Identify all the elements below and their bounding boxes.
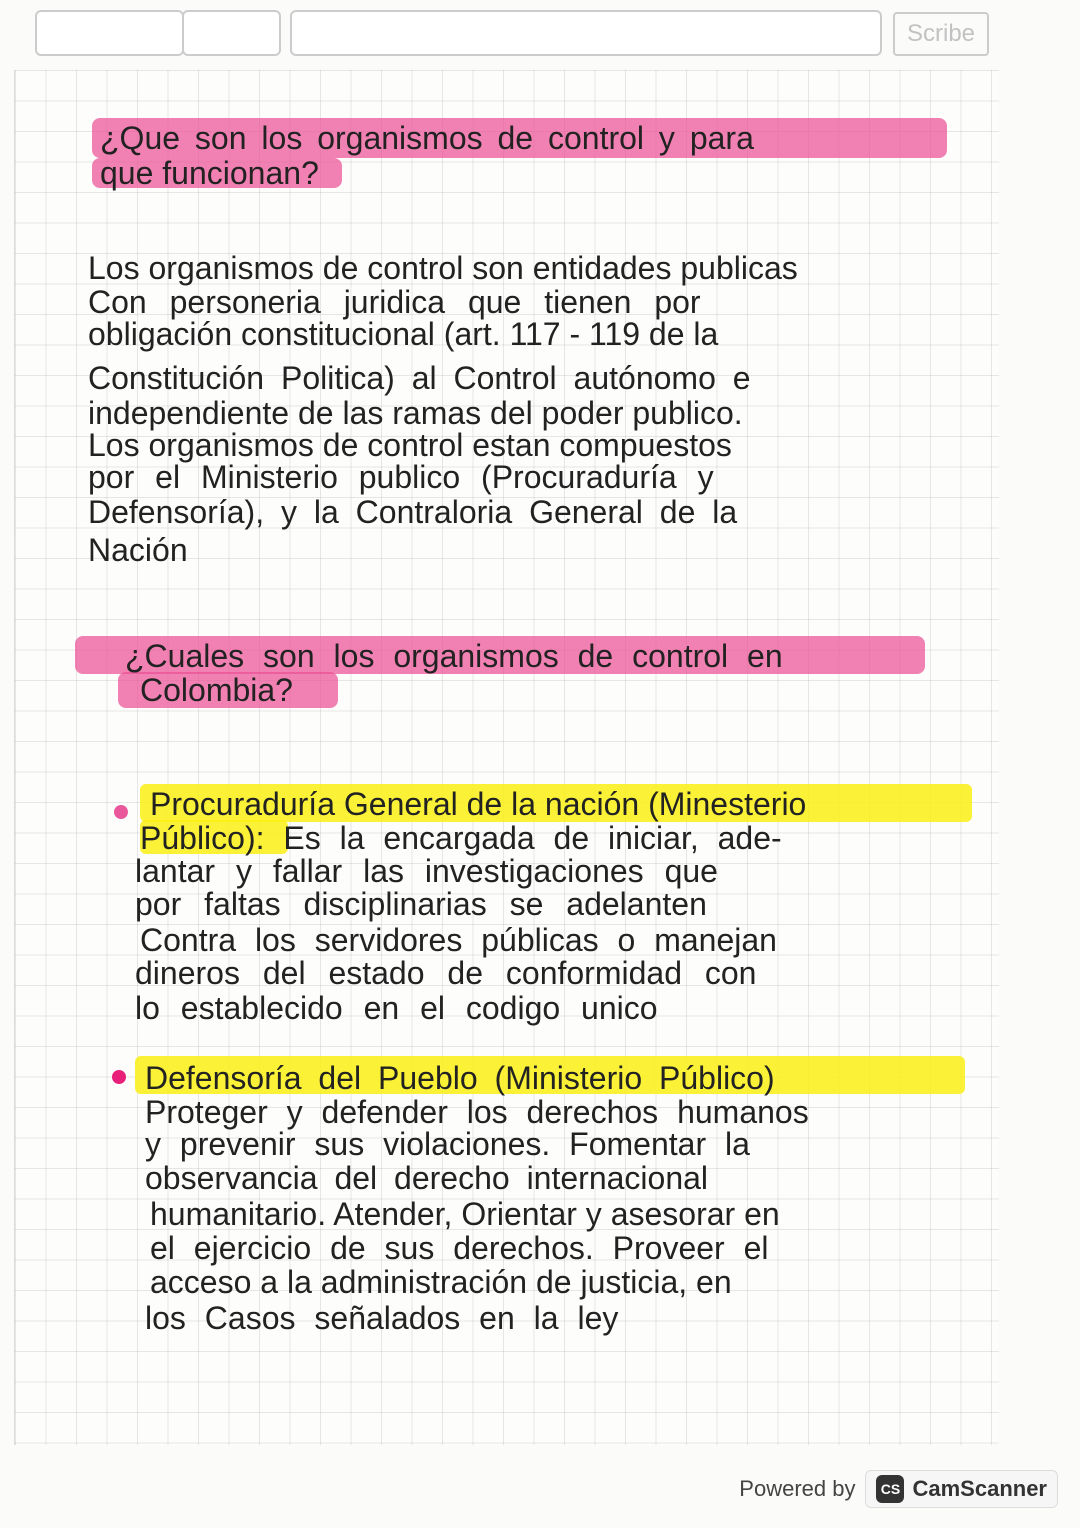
paragraph-line: Nación — [88, 532, 188, 568]
list-item-line: Procuraduría General de la nación (Minesterio — [150, 786, 807, 822]
list-item-line: el ejercicio de sus derechos. Proveer el — [150, 1230, 769, 1266]
section2-heading-line: ¿Cuales son los organismos de control en — [125, 638, 783, 674]
list-item-line: observancia del derecho internacional — [145, 1160, 709, 1196]
bullet-icon — [114, 805, 128, 819]
paragraph-line: obligación constitucional (art. 117 - 119 de la — [88, 316, 719, 352]
section2-heading-line: Colombia? — [140, 672, 293, 708]
bullet-icon — [112, 1070, 126, 1084]
camscanner-logo-icon: CS — [876, 1475, 904, 1503]
list-item-line: dineros del estado de conformidad con — [135, 955, 757, 991]
header-field-3 — [290, 10, 882, 56]
section1-heading-line: ¿Que son los organismos de control y para — [100, 120, 754, 156]
list-item-line: los Casos señalados en la ley — [145, 1300, 619, 1336]
camscanner-name: CamScanner — [912, 1476, 1047, 1501]
list-item-line: y prevenir sus violaciones. Fomentar la — [145, 1126, 750, 1162]
paragraph-line: Constitución Politica) al Control autónomo e — [88, 360, 751, 396]
list-item-line: Defensoría del Pueblo (Ministerio Público) — [145, 1060, 775, 1096]
list-item-line: humanitario. Atender, Orientar y asesorar en — [150, 1196, 780, 1232]
list-item-line: acceso a la administración de justicia, en — [150, 1264, 732, 1300]
paragraph-line: independiente de las ramas del poder publico. — [88, 395, 743, 431]
camscanner-badge — [865, 1470, 1058, 1508]
camscanner-watermark — [739, 1468, 1058, 1510]
paragraph-line: Defensoría), y la Contraloria General de la — [88, 494, 738, 530]
list-item-line: Contra los servidores públicas o manejan — [140, 922, 777, 958]
list-item-line: Público): Es la encargada de iniciar, ade- — [140, 820, 782, 856]
paragraph-line: por el Ministerio publico (Procuraduría y — [88, 459, 714, 495]
list-item-line: lo establecido en el codigo unico — [135, 990, 658, 1026]
header-field-1 — [35, 10, 184, 56]
header-field-2 — [182, 10, 281, 56]
scribe-brand: Scribe — [893, 12, 989, 56]
list-item-line: Proteger y defender los derechos humanos — [145, 1094, 809, 1130]
section1-heading-line: que funcionan? — [100, 155, 319, 191]
powered-by-label: Powered by — [739, 1476, 856, 1501]
paragraph-line: Los organismos de control son entidades publicas — [88, 250, 798, 286]
list-item-line: lantar y fallar las investigaciones que — [135, 853, 718, 889]
list-item-line: por faltas disciplinarias se adelanten — [135, 886, 707, 922]
paragraph-line: Con personeria juridica que tienen por — [88, 284, 701, 320]
paragraph-line: Los organismos de control estan compuestos — [88, 427, 732, 463]
